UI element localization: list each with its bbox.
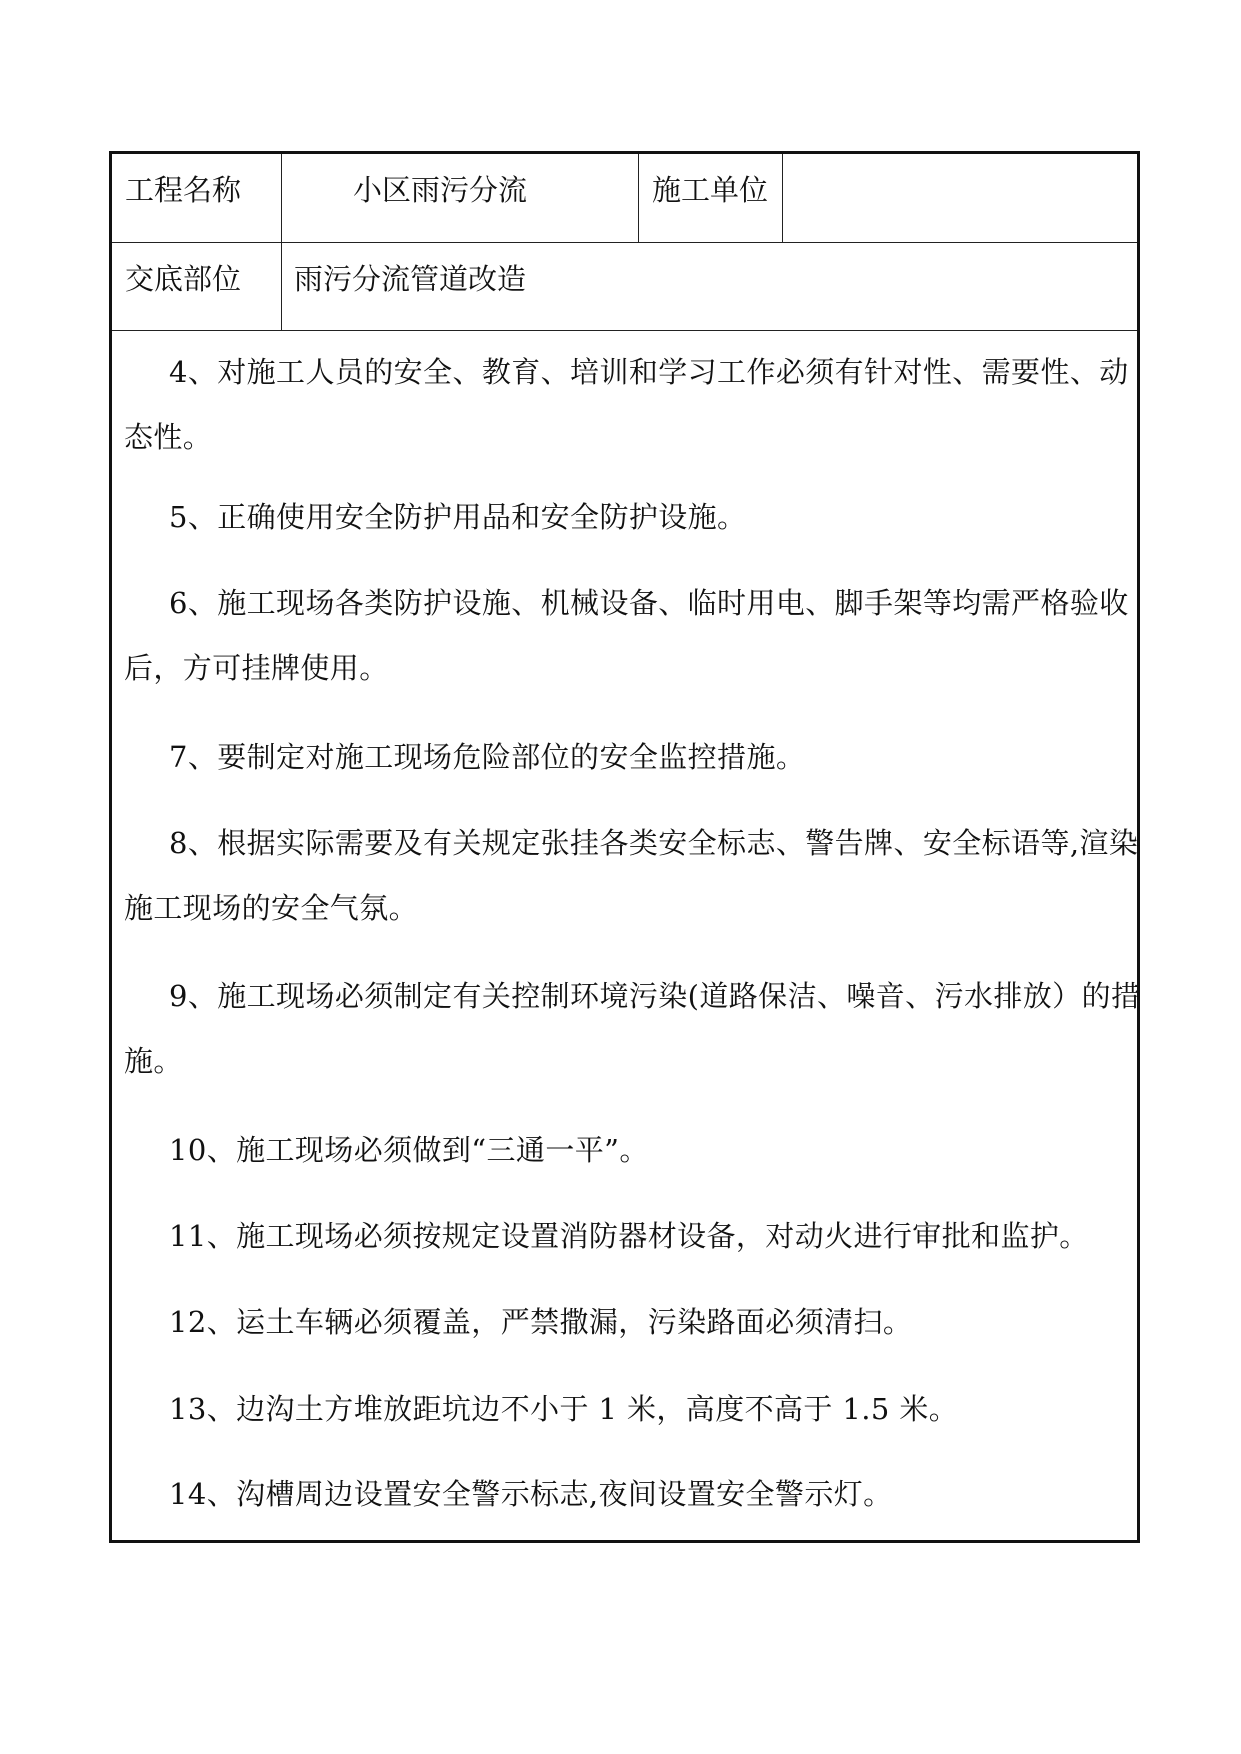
list-item-line: 13、边沟土方堆放距坑边不小于 1 米，高度不高于 1.5 米。	[169, 1392, 959, 1426]
list-item	[124, 811, 1139, 941]
construction-unit-value	[783, 154, 1137, 242]
list-item	[124, 1290, 1129, 1355]
project-name-value: 小区雨污分流	[282, 154, 639, 242]
list-item-line: 12、运土车辆必须覆盖，严禁撒漏，污染路面必须清扫。	[169, 1305, 913, 1339]
list-item-line: 10、施工现场必须做到“三通一平”。	[169, 1133, 649, 1167]
header-row-project	[112, 154, 1137, 243]
disclosure-location-label: 交底部位	[112, 243, 282, 330]
list-item-line: 11、施工现场必须按规定设置消防器材设备，对动火进行审批和监护。	[169, 1219, 1089, 1253]
list-item-line: 后，方可挂牌使用。	[124, 651, 389, 685]
list-item-line: 施。	[124, 1044, 183, 1078]
list-item	[124, 1462, 1129, 1527]
list-item-line: 7、要制定对施工现场危险部位的安全监控措施。	[169, 740, 806, 774]
list-item	[124, 1377, 1129, 1442]
project-name-label: 工程名称	[112, 154, 282, 242]
list-item-line: 14、沟槽周边设置安全警示标志,夜间设置安全警示灯。	[169, 1477, 893, 1511]
list-item	[124, 964, 1141, 1094]
disclosure-content	[112, 331, 1141, 1540]
list-item-line: 5、正确使用安全防护用品和安全防护设施。	[169, 500, 747, 534]
list-item-line: 8、根据实际需要及有关规定张挂各类安全标志、警告牌、安全标语等,渲染	[169, 826, 1139, 860]
list-item	[124, 340, 1129, 470]
list-item-line: 9、施工现场必须制定有关控制环境污染(道路保洁、噪音、污水排放）的措	[169, 979, 1141, 1013]
list-item	[124, 1204, 1129, 1269]
list-item	[124, 725, 1129, 790]
list-item-line: 施工现场的安全气氛。	[124, 891, 419, 925]
list-item	[124, 485, 1129, 550]
disclosure-location-value: 雨污分流管道改造	[294, 262, 527, 296]
construction-unit-label: 施工单位	[639, 154, 783, 242]
header-row-location	[112, 243, 1137, 331]
list-item	[124, 1118, 1129, 1183]
list-item-line: 4、对施工人员的安全、教育、培训和学习工作必须有针对性、需要性、动	[169, 355, 1129, 389]
list-item-line: 6、施工现场各类防护设施、机械设备、临时用电、脚手架等均需严格验收	[169, 586, 1129, 620]
list-item	[124, 571, 1129, 701]
disclosure-table	[109, 151, 1140, 1543]
list-item-line: 态性。	[124, 420, 213, 454]
